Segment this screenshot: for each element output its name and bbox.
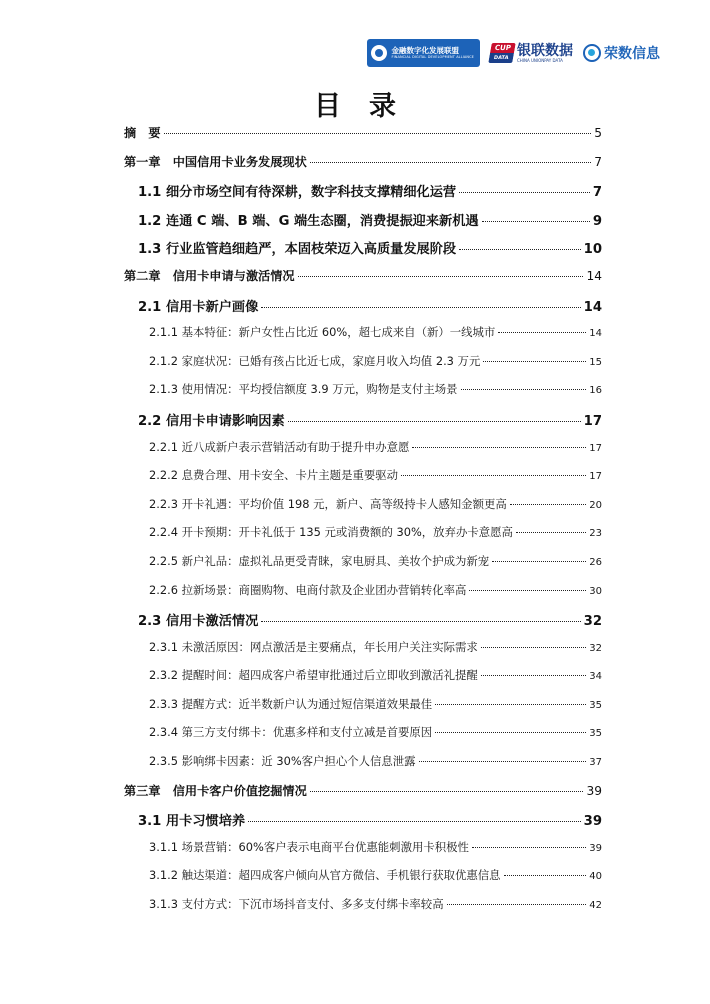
toc-entry-page: 14 (589, 328, 602, 340)
toc-entry-page: 16 (589, 385, 602, 397)
toc-entry[interactable] (124, 324, 602, 353)
toc-dot-leader (510, 504, 587, 505)
toc-entry[interactable] (124, 896, 602, 925)
toc-entry-title: 2.2.3 开卡礼遇：平均价值 198 元，新户、高等级持卡人感知金额更高 (149, 496, 507, 511)
toc-entry-title: 2.2.6 拉新场景：商圈购物、电商付款及企业团办营销转化率高 (149, 582, 467, 597)
toc-entry-title: 2.3.4 第三方支付绑卡：优惠多样和支付立减是首要原因 (149, 725, 433, 740)
toc-entry[interactable] (124, 296, 602, 325)
toc-entry-title: 2.3.3 提醒方式：近半数新户认为通过短信渠道效果最佳 (149, 696, 433, 711)
toc-entry[interactable] (124, 439, 602, 468)
toc-entry[interactable] (124, 839, 602, 868)
toc-entry-title: 1.1 细分市场空间有待深耕，数字科技支撑精细化运营 (138, 185, 457, 201)
toc-dot-leader (469, 590, 586, 591)
toc-entry-page: 17 (583, 413, 602, 429)
toc-entry-page: 39 (586, 783, 602, 798)
toc-entry[interactable] (124, 867, 602, 896)
toc-entry-title: 2.2.4 开卡预期：开卡礼低于 135 元或消费额的 30%，放弃办卡意愿高 (149, 525, 513, 540)
cup-data-logo-sub: CHINA UNIONPAY DATA (517, 57, 563, 63)
toc-entry-title: 1.2 连通 C 端、B 端、G 端生态圈，消费提振迎来新机遇 (138, 213, 479, 229)
toc-entry[interactable] (124, 782, 602, 811)
toc-entry[interactable] (124, 496, 602, 525)
toc-dot-leader (261, 307, 580, 308)
toc-dot-leader (459, 249, 581, 250)
toc-entry[interactable] (124, 353, 602, 382)
toc-dot-leader (288, 421, 581, 422)
toc-entry-title: 2.1.1 基本特征：新户女性占比近 60%，超七成来自（新）一线城市 (149, 325, 496, 340)
toc-entry-title: 2.3.5 影响绑卡因素：近 30%客户担心个人信息泄露 (149, 754, 416, 769)
rongshu-logo-name: 荣数信息 (604, 46, 660, 62)
toc-dot-leader (248, 821, 581, 822)
toc-dot-leader (435, 704, 586, 705)
cup-data-logo (490, 43, 573, 63)
toc-dot-leader (498, 332, 586, 333)
page-title: 目录 (314, 91, 424, 122)
toc-entry-page: 14 (586, 268, 602, 283)
toc-entry-title: 第一章 中国信用卡业务发展现状 (124, 154, 307, 169)
toc-dot-leader (492, 561, 586, 562)
toc-entry-title: 2.2.1 近八成新户表示营销活动有助于提升申办意愿 (149, 439, 410, 454)
toc-dot-leader (459, 192, 590, 193)
toc-entry[interactable] (124, 639, 602, 668)
toc-entry-page: 37 (589, 757, 602, 769)
toc-entry-page: 35 (589, 728, 602, 740)
toc-entry-title: 2.3.1 未激活原因：网点激活是主要痛点，年长用户关注实际需求 (149, 639, 478, 654)
fdaa-logo-icon (371, 45, 387, 61)
toc-entry-title: 3.1.3 支付方式：下沉市场抖音支付、多多支付绑卡率较高 (149, 897, 444, 912)
toc-dot-leader (481, 675, 587, 676)
toc-entry-title: 第三章 信用卡客户价值挖掘情况 (124, 783, 307, 798)
toc-dot-leader (261, 621, 580, 622)
toc-entry-page: 30 (589, 585, 602, 597)
toc-entry-title: 第二章 信用卡申请与激活情况 (124, 268, 295, 283)
toc-dot-leader (298, 276, 584, 277)
toc-entry-title: 摘 要 (124, 126, 161, 140)
toc-entry[interactable] (124, 582, 602, 611)
fdaa-logo (367, 39, 480, 67)
cup-badge-bottom: DATA (488, 53, 514, 63)
toc-entry[interactable] (124, 267, 602, 296)
rongshu-logo-icon (583, 44, 601, 62)
toc-dot-leader (481, 647, 587, 648)
toc-dot-leader (504, 875, 587, 876)
toc-entry[interactable] (124, 753, 602, 782)
toc-entry-page: 7 (594, 154, 602, 169)
toc-dot-leader (412, 447, 586, 448)
toc-entry-page: 10 (583, 242, 602, 258)
toc-entry-title: 2.1 信用卡新户画像 (138, 299, 259, 315)
toc-dot-leader (516, 532, 586, 533)
toc-entry[interactable] (124, 696, 602, 725)
cup-data-badge-icon (488, 43, 516, 63)
table-of-contents (124, 124, 602, 925)
toc-entry-page: 5 (594, 126, 602, 140)
toc-entry[interactable] (124, 124, 602, 153)
toc-entry-title: 2.1.2 家庭状况：已婚有孩占比近七成，家庭月收入均值 2.3 万元 (149, 353, 481, 368)
toc-entry-page: 42 (589, 900, 602, 912)
toc-entry-page: 15 (589, 356, 602, 368)
toc-dot-leader (310, 162, 591, 163)
toc-entry[interactable] (124, 467, 602, 496)
toc-dot-leader (435, 732, 586, 733)
fdaa-logo-sub: FINANCIAL DIGITAL DEVELOPMENT ALLIANCE (391, 55, 474, 59)
cup-badge-top: CUP (490, 43, 516, 53)
toc-entry-title: 2.2 信用卡申请影响因素 (138, 413, 285, 429)
toc-entry[interactable] (124, 524, 602, 553)
toc-entry[interactable] (124, 810, 602, 839)
toc-dot-leader (472, 847, 586, 848)
toc-entry[interactable] (124, 724, 602, 753)
toc-entry-page: 23 (589, 528, 602, 540)
toc-entry[interactable] (124, 610, 602, 639)
toc-entry-page: 14 (583, 299, 602, 315)
toc-entry[interactable] (124, 381, 602, 410)
toc-entry-page: 26 (589, 556, 602, 568)
toc-entry-page: 9 (592, 213, 602, 229)
toc-entry-title: 1.3 行业监管趋细趋严，本固枝荣迈入高质量发展阶段 (138, 242, 457, 258)
toc-entry[interactable] (124, 553, 602, 582)
rongshu-logo (583, 43, 660, 63)
header-logos (367, 38, 660, 68)
toc-dot-leader (483, 361, 586, 362)
toc-entry-page: 7 (592, 185, 602, 201)
toc-entry-title: 3.1 用卡习惯培养 (138, 814, 246, 830)
toc-dot-leader (419, 761, 587, 762)
toc-entry-page: 35 (589, 699, 602, 711)
cup-data-logo-name: 银联数据 (517, 42, 573, 59)
toc-entry-page: 40 (589, 871, 602, 883)
toc-entry-page: 20 (589, 499, 602, 511)
toc-entry-page: 17 (589, 442, 602, 454)
toc-entry[interactable] (124, 238, 602, 267)
toc-entry[interactable] (124, 181, 602, 210)
toc-entry-title: 2.2.2 息费合理、用卡安全、卡片主题是重要驱动 (149, 468, 399, 483)
toc-entry-page: 39 (589, 842, 602, 854)
toc-entry-title: 2.2.5 新户礼品：虚拟礼品更受青睐，家电厨具、美妆个护成为新宠 (149, 553, 490, 568)
toc-entry[interactable] (124, 667, 602, 696)
toc-entry-title: 2.1.3 使用情况：平均授信额度 3.9 万元，购物是支付主场景 (149, 382, 458, 397)
toc-entry-title: 3.1.1 场景营销：60%客户表示电商平台优惠能刺激用卡积极性 (149, 839, 469, 854)
toc-dot-leader (461, 389, 587, 390)
toc-entry-page: 32 (583, 614, 602, 630)
toc-entry-page: 17 (589, 471, 602, 483)
toc-entry-page: 39 (583, 814, 602, 830)
toc-entry[interactable] (124, 410, 602, 439)
toc-entry[interactable] (124, 210, 602, 239)
fdaa-logo-name: 金融数字化发展联盟 (391, 45, 459, 55)
toc-entry-page: 34 (589, 671, 602, 683)
toc-entry-title: 3.1.2 触达渠道：超四成客户倾向从官方微信、手机银行获取优惠信息 (149, 868, 501, 883)
toc-entry-title: 2.3.2 提醒时间：超四成客户希望审批通过后立即收到激活礼提醒 (149, 668, 478, 683)
toc-dot-leader (401, 475, 586, 476)
toc-dot-leader (164, 133, 592, 134)
toc-dot-leader (447, 904, 587, 905)
toc-entry[interactable] (124, 153, 602, 182)
toc-entry-page: 32 (589, 642, 602, 654)
toc-dot-leader (482, 221, 590, 222)
toc-entry-title: 2.3 信用卡激活情况 (138, 614, 259, 630)
toc-dot-leader (310, 791, 584, 792)
